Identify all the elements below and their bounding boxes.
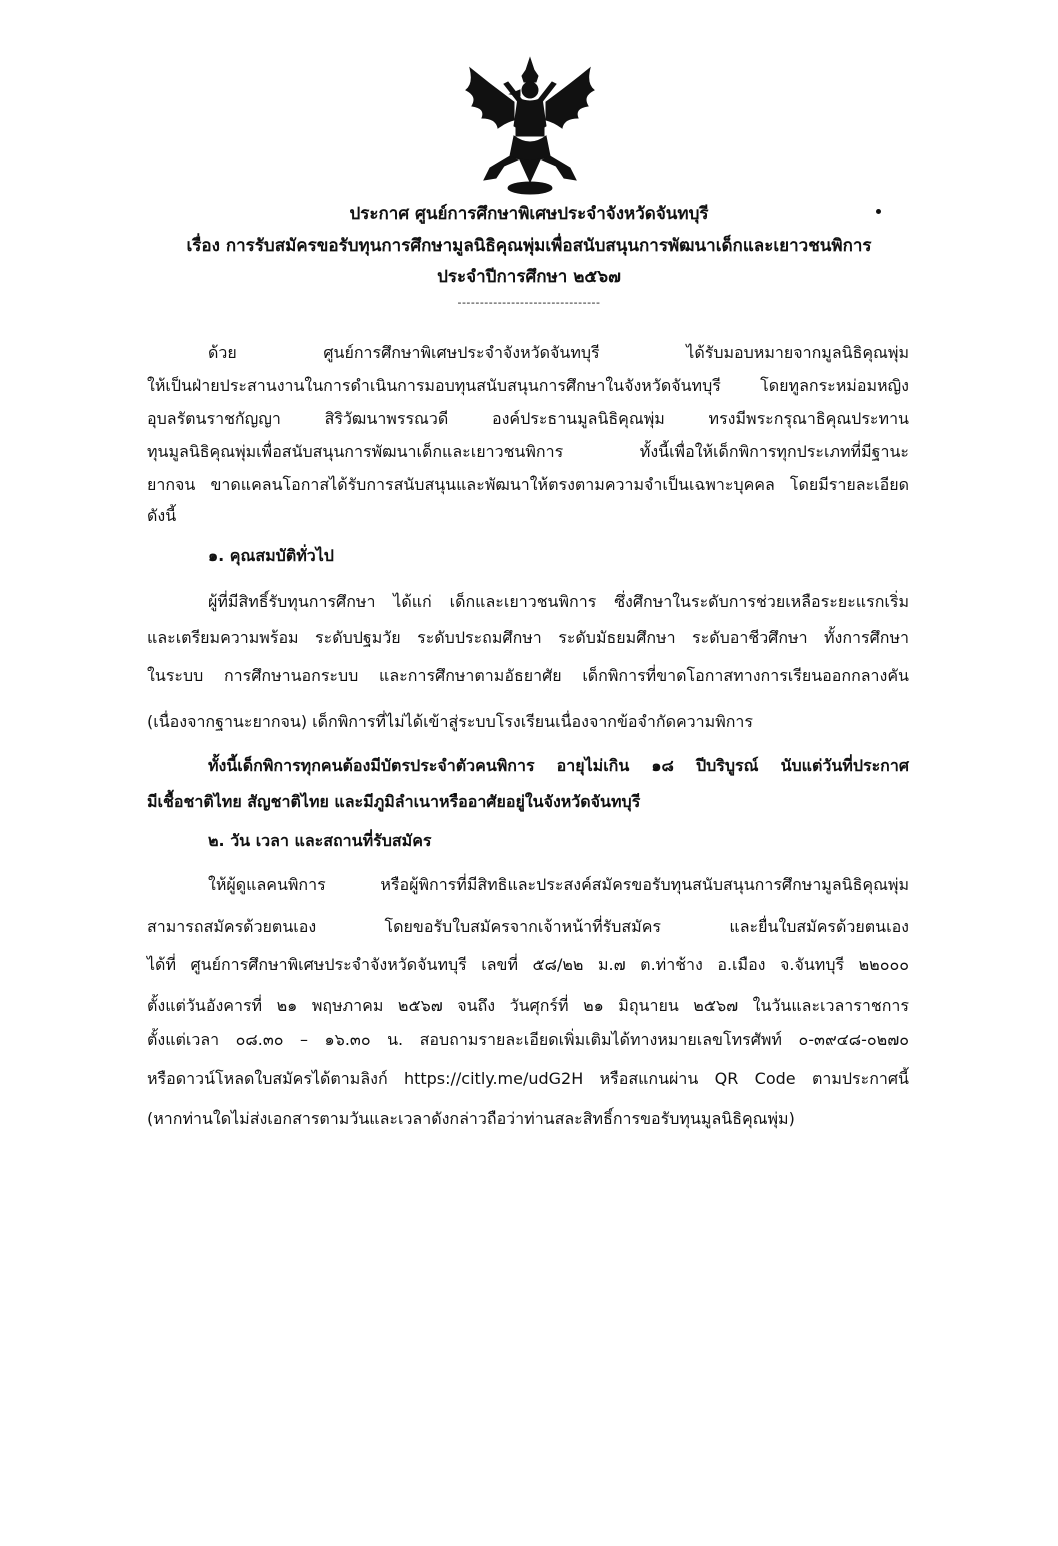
header-separator: --------------------------------: [457, 296, 601, 309]
section-2-heading: ๒. วัน เวลา และสถานที่รับสมัคร: [208, 831, 432, 850]
section-1-heading: ๑. คุณสมบัติทั่วไป: [208, 546, 334, 565]
section-1-eligibility-line: ทั้งนี้เด็กพิการทุกคนต้องมีบัตรประจำตัวคนพิการ อายุไม่เกิน ๑๘ ปีบริบูรณ์ นับแต่วันที่ประกาศ: [208, 756, 909, 775]
intro-line: ยากจน ขาดแคลนโอกาสได้รับการสนับสนุนและพัฒนาให้ตรงตามความจำเป็นเฉพาะบุคคล โดยมีรายละเอียด: [147, 475, 909, 494]
announcement-title: ประกาศ ศูนย์การศึกษาพิเศษประจำจังหวัดจันทบุรี: [349, 204, 709, 224]
section-1-line: (เนื่องจากฐานะยากจน) เด็กพิการที่ไม่ได้เข้าสู่ระบบโรงเรียนเนื่องจากข้อจำกัดความพิการ: [147, 712, 754, 731]
section-2-note: (หากท่านใดไม่ส่งเอกสารตามวันและเวลาดังกล่าวถือว่าท่านสละสิทธิ์การขอรับทุนมูลนิธิคุณพุ่ม): [147, 1109, 795, 1128]
intro-line: ให้เป็นฝ่ายประสานงานในการดำเนินการมอบทุนสนับสนุนการศึกษาในจังหวัดจันทบุรี โดยทูลกระหม่อมหญิง: [147, 376, 909, 395]
section-1-eligibility-line: มีเชื้อชาติไทย สัญชาติไทย และมีภูมิลำเนาหรืออาศัยอยู่ในจังหวัดจันทบุรี: [147, 792, 641, 811]
intro-line: ทุนมูลนิธิคุณพุ่มเพื่อสนับสนุนการพัฒนาเด็กและเยาวชนพิการ ทั้งนี้เพื่อให้เด็กพิการทุกประเภทที่มีฐานะ: [147, 442, 909, 461]
intro-line: อุบลรัตนราชกัญญา สิริวัฒนาพรรณวดี องค์ประธานมูลนิธิคุณพุ่ม ทรงมีพระกรุณาธิคุณประทาน: [147, 409, 909, 428]
section-1-line: และเตรียมความพร้อม ระดับปฐมวัย ระดับประถมศึกษา ระดับมัธยมศึกษา ระดับอาชีวศึกษา ทั้งการศึกษา: [147, 628, 909, 647]
announcement-subject: เรื่อง การรับสมัครขอรับทุนการศึกษามูลนิธิคุณพุ่มเพื่อสนับสนุนการพัฒนาเด็กและเยาวชนพิการ: [186, 236, 872, 256]
section-2-line: ตั้งแต่วันอังคารที่ ๒๑ พฤษภาคม ๒๕๖๗ จนถึง วันศุกร์ที่ ๒๑ มิถุนายน ๒๕๖๗ ในวันและเวลาราชการ: [147, 996, 909, 1015]
academic-year: ประจำปีการศึกษา ๒๕๖๗: [437, 267, 621, 287]
section-1-line: ในระบบ การศึกษานอกระบบ และการศึกษาตามอัธยาศัย เด็กพิการที่ขาดโอกาสทางการเรียนออกกลางคัน: [147, 666, 909, 685]
garuda-emblem-icon: [462, 56, 598, 198]
section-2-line: สามารถสมัครด้วยตนเอง โดยขอรับใบสมัครจากเจ้าหน้าที่รับสมัคร และยื่นใบสมัครด้วยตนเอง: [147, 917, 909, 936]
section-2-link-line: หรือดาวน์โหลดใบสมัครได้ตามลิงก์ https://citly.me/udG2H หรือสแกนผ่าน QR Code ตามประกาศนี้: [147, 1069, 909, 1088]
section-1-line: ผู้ที่มีสิทธิ์รับทุนการศึกษา ได้แก่ เด็กและเยาวชนพิการ ซึ่งศึกษาในระดับการช่วยเหลือระยะแรกเริ่ม: [208, 592, 909, 611]
intro-line: ดังนี้: [147, 506, 177, 525]
section-2-line: ตั้งแต่เวลา ๐๘.๓๐ – ๑๖.๓๐ น. สอบถามรายละเอียดเพิ่มเติมได้ทางหมายเลขโทรศัพท์ ๐-๓๙๔๘-๐๒๗๐: [147, 1030, 909, 1049]
intro-line: ด้วย ศูนย์การศึกษาพิเศษประจำจังหวัดจันทบุรี ได้รับมอบหมายจากมูลนิธิคุณพุ่ม: [208, 343, 909, 362]
section-2-line: ให้ผู้ดูแลคนพิการ หรือผู้พิการที่มีสิทธิและประสงค์สมัครขอรับทุนสนับสนุนการศึกษามูลนิธิคุณพุ่ม: [208, 875, 909, 894]
section-2-line: ได้ที่ ศูนย์การศึกษาพิเศษประจำจังหวัดจันทบุรี เลขที่ ๕๘/๒๒ ม.๗ ต.ท่าช้าง อ.เมือง จ.จันทบุรี ๒๒๐๐๐: [147, 955, 909, 974]
